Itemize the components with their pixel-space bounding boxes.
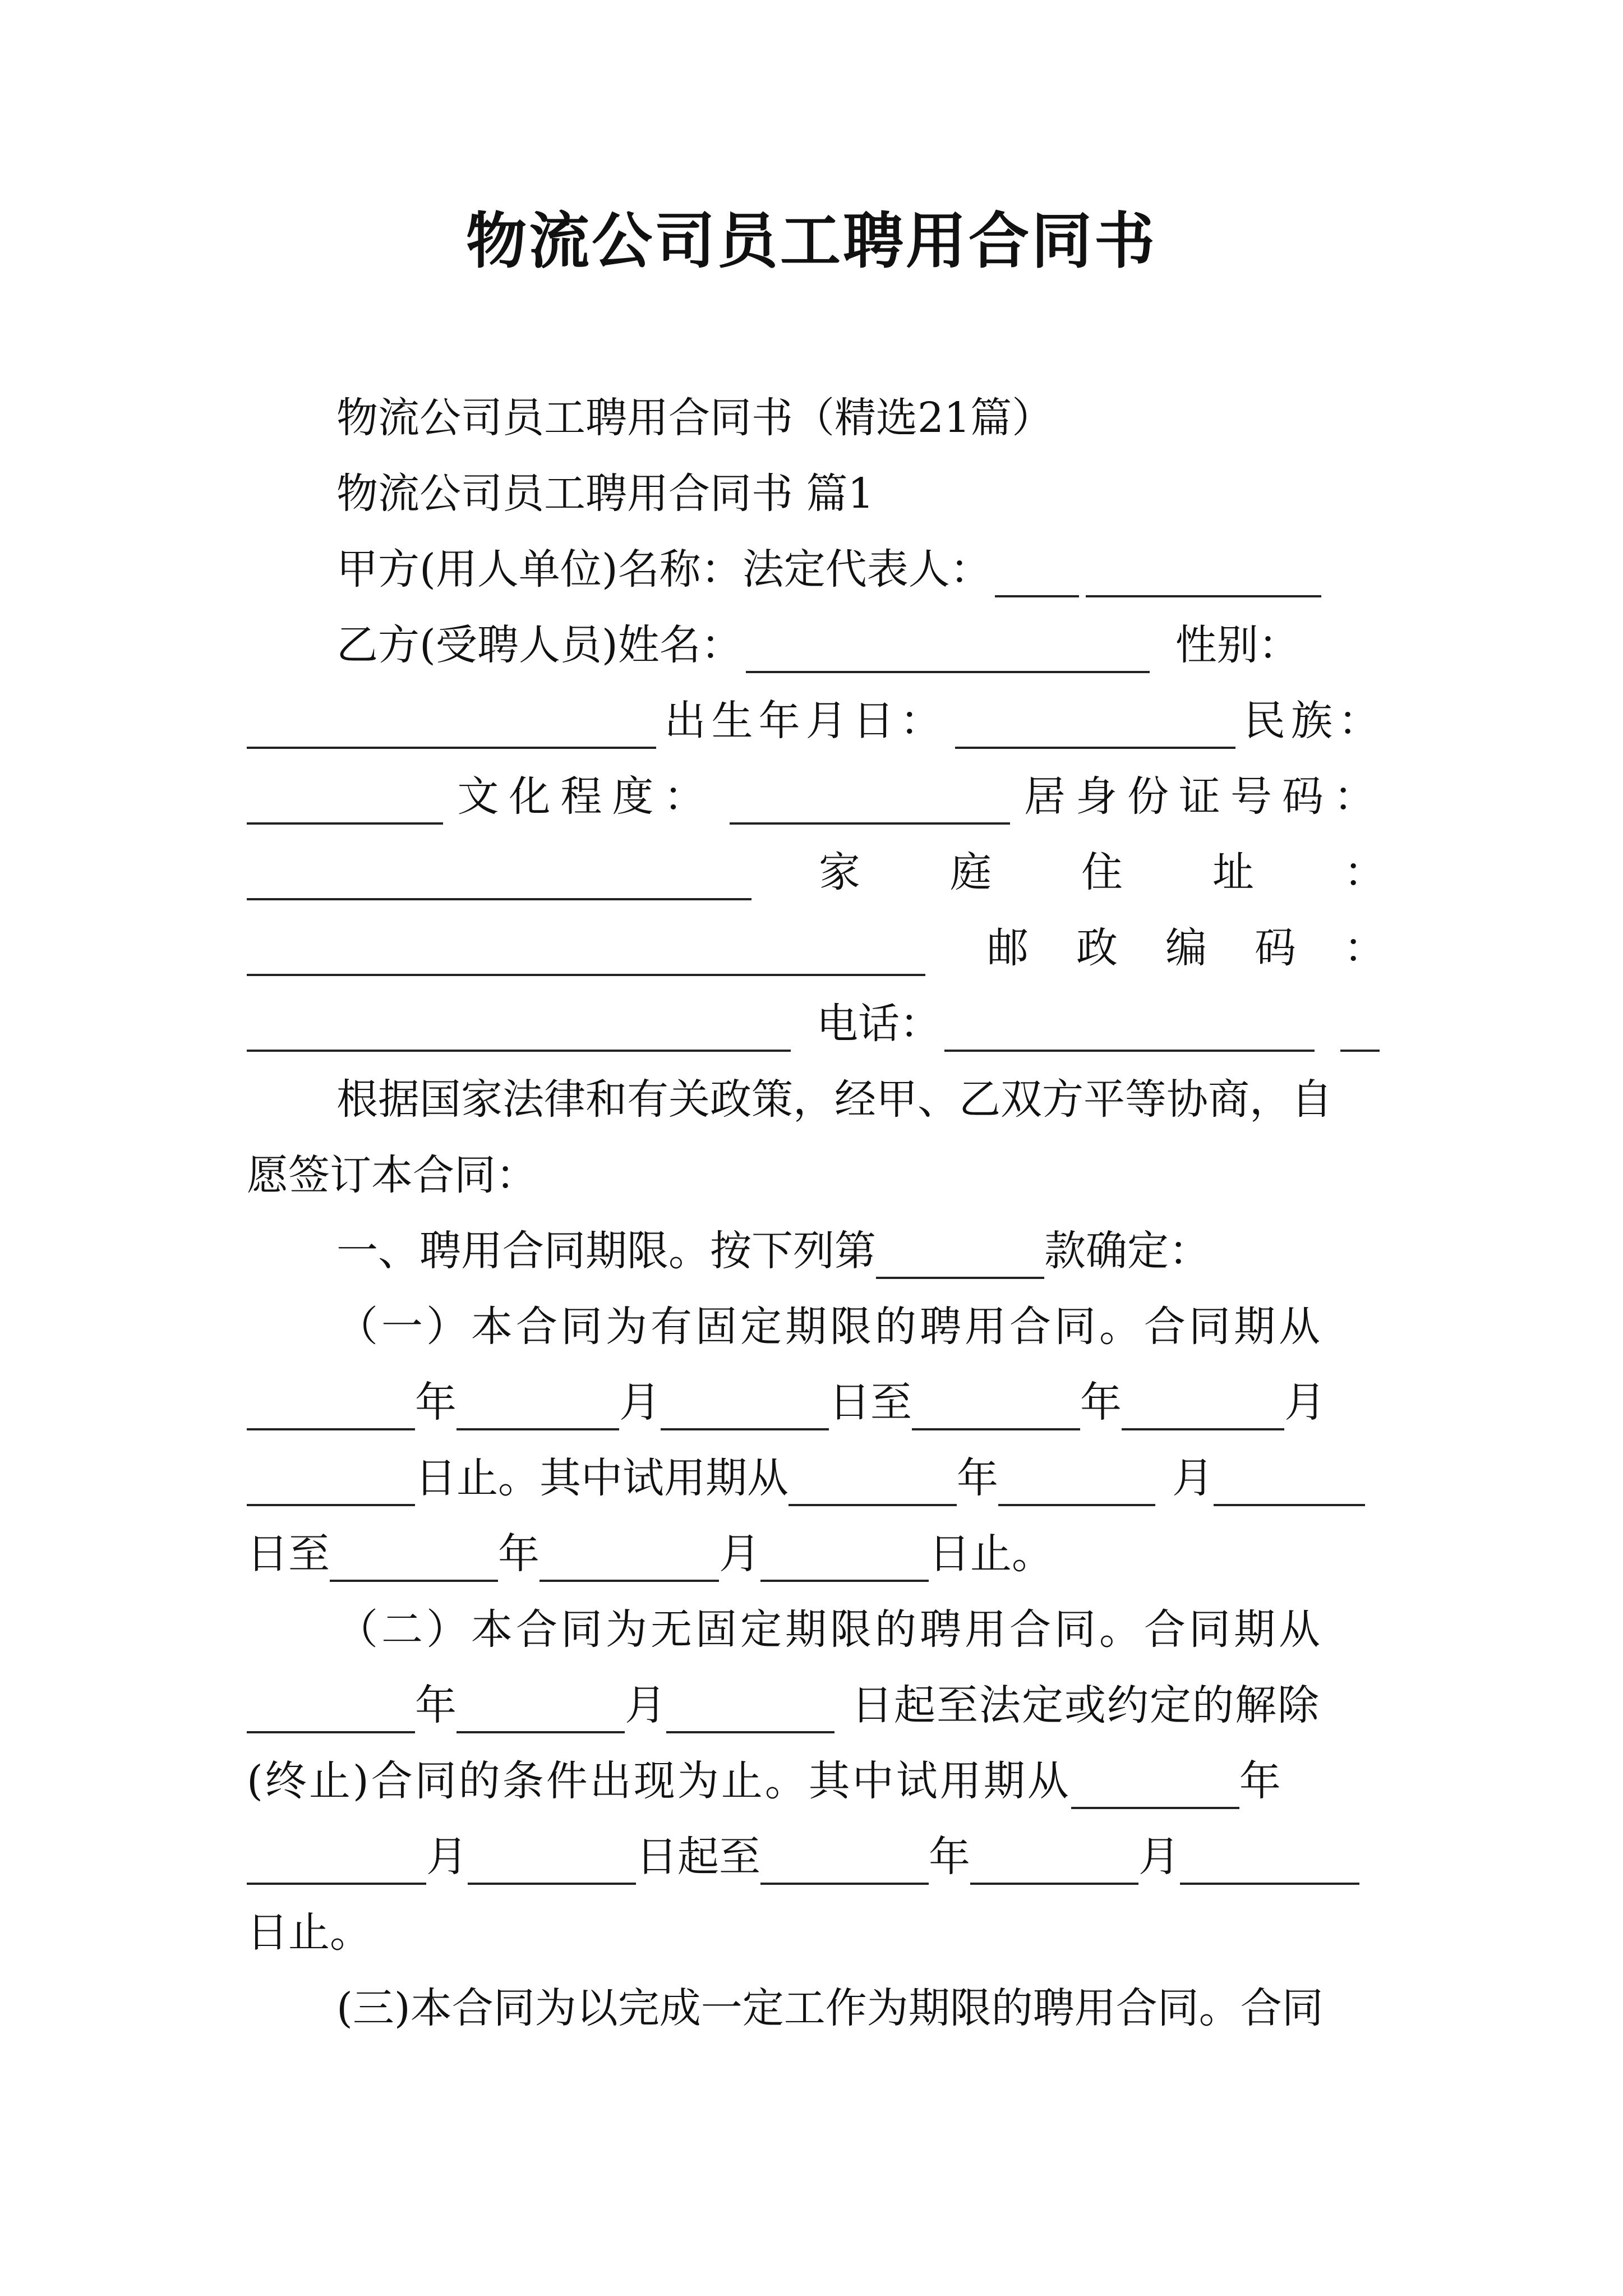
blank-field[interactable] — [876, 1237, 1044, 1279]
blank-field[interactable] — [468, 1843, 636, 1885]
blank-field[interactable] — [247, 783, 443, 825]
ethnic-label: 民族： — [1243, 697, 1385, 745]
section-heading: 物流公司员工聘用合同书 篇1 — [336, 470, 874, 518]
gender-label: 性别： — [1175, 621, 1300, 669]
blank-field[interactable] — [789, 1465, 957, 1506]
blank-field[interactable] — [247, 1389, 415, 1430]
party-a-line — [247, 541, 1385, 597]
party-b-line — [247, 617, 1385, 673]
blank-field[interactable] — [666, 1692, 834, 1733]
address-label: 家 庭 住 址 ： — [819, 848, 1385, 896]
blank-field[interactable] — [1086, 556, 1321, 597]
blank-field[interactable] — [995, 556, 1079, 597]
clause-1-2: （二）本合同为无固定期限的聘用合同。合同期从 — [336, 1605, 1324, 1654]
trial-period-end: 日至 年 月 日止。 — [247, 1526, 1385, 1582]
open-term-dates: 年 月 日起至法定或约定的解除 — [247, 1677, 1385, 1733]
page-title: 物流公司员工聘用合同书 — [465, 206, 1157, 277]
blank-field[interactable] — [457, 1389, 619, 1430]
address-line — [247, 844, 1385, 900]
clause-1-3: (三)本合同为以完成一定工作为期限的聘用合同。合同 — [336, 1984, 1324, 2032]
phone-line — [247, 996, 1385, 1052]
birth-line — [247, 693, 1385, 749]
termination-line: (终止)合同的条件出现为止。其中试用期从 年 — [247, 1753, 1385, 1809]
blank-field[interactable] — [1122, 1389, 1284, 1430]
blank-field[interactable] — [247, 1010, 791, 1052]
blank-field[interactable] — [661, 1389, 829, 1430]
blank-field[interactable] — [746, 632, 1150, 673]
trial-period-line: 日止。其中试用期从 年 月 — [247, 1450, 1385, 1506]
id-label: 居身份证号码： — [1023, 772, 1385, 821]
blank-field[interactable] — [540, 1540, 719, 1582]
trial-open-term: 月 日起至 年 月 — [247, 1829, 1385, 1885]
blank-field[interactable] — [730, 783, 1010, 825]
intro-line-1: 根据国家法律和有关政策，经甲、乙双方平等协商，自 — [336, 1075, 1332, 1124]
blank-field[interactable] — [457, 1692, 625, 1733]
blank-field[interactable] — [955, 707, 1235, 749]
party-b-label: 乙方(受聘人员)姓名： — [336, 621, 743, 669]
clause-1-heading: 一、聘用合同期限。按下列第 款确定： — [247, 1223, 1385, 1279]
postcode-label: 邮 政 编 码 ： — [987, 924, 1385, 972]
blank-field[interactable] — [1071, 1768, 1239, 1809]
blank-field[interactable] — [970, 1843, 1138, 1885]
intro-line-2: 愿签订本合同： — [247, 1151, 537, 1199]
blank-field[interactable] — [247, 1843, 426, 1885]
party-a-label: 甲方(用人单位)名称：法定代表人： — [336, 545, 992, 593]
blank-field[interactable] — [247, 859, 751, 900]
blank-field[interactable] — [247, 1465, 415, 1506]
blank-field[interactable] — [1180, 1843, 1359, 1885]
blank-field[interactable] — [760, 1843, 929, 1885]
subtitle: 物流公司员工聘用合同书（精选21篇） — [336, 394, 1054, 442]
education-label: 文化程度： — [457, 772, 716, 821]
blank-field[interactable] — [1340, 1010, 1380, 1052]
birth-label: 出生年月日： — [664, 697, 947, 745]
blank-field[interactable] — [330, 1540, 498, 1582]
blank-field[interactable] — [912, 1389, 1080, 1430]
blank-field[interactable] — [247, 707, 656, 749]
blank-field[interactable] — [998, 1465, 1155, 1506]
blank-field[interactable] — [944, 1010, 1315, 1052]
trial-open-term-end: 日止。 — [247, 1908, 371, 1957]
phone-label: 电话： — [817, 1000, 941, 1048]
clause-1-1: （一）本合同为有固定期限的聘用合同。合同期从 — [336, 1303, 1324, 1351]
blank-field[interactable] — [247, 1692, 415, 1733]
postcode-line — [247, 920, 1385, 976]
fixed-term-dates: 年 月 日至 年 月 — [247, 1374, 1385, 1430]
blank-field[interactable] — [247, 935, 925, 976]
education-line — [247, 769, 1385, 825]
blank-field[interactable] — [1214, 1465, 1365, 1506]
blank-field[interactable] — [760, 1540, 929, 1582]
